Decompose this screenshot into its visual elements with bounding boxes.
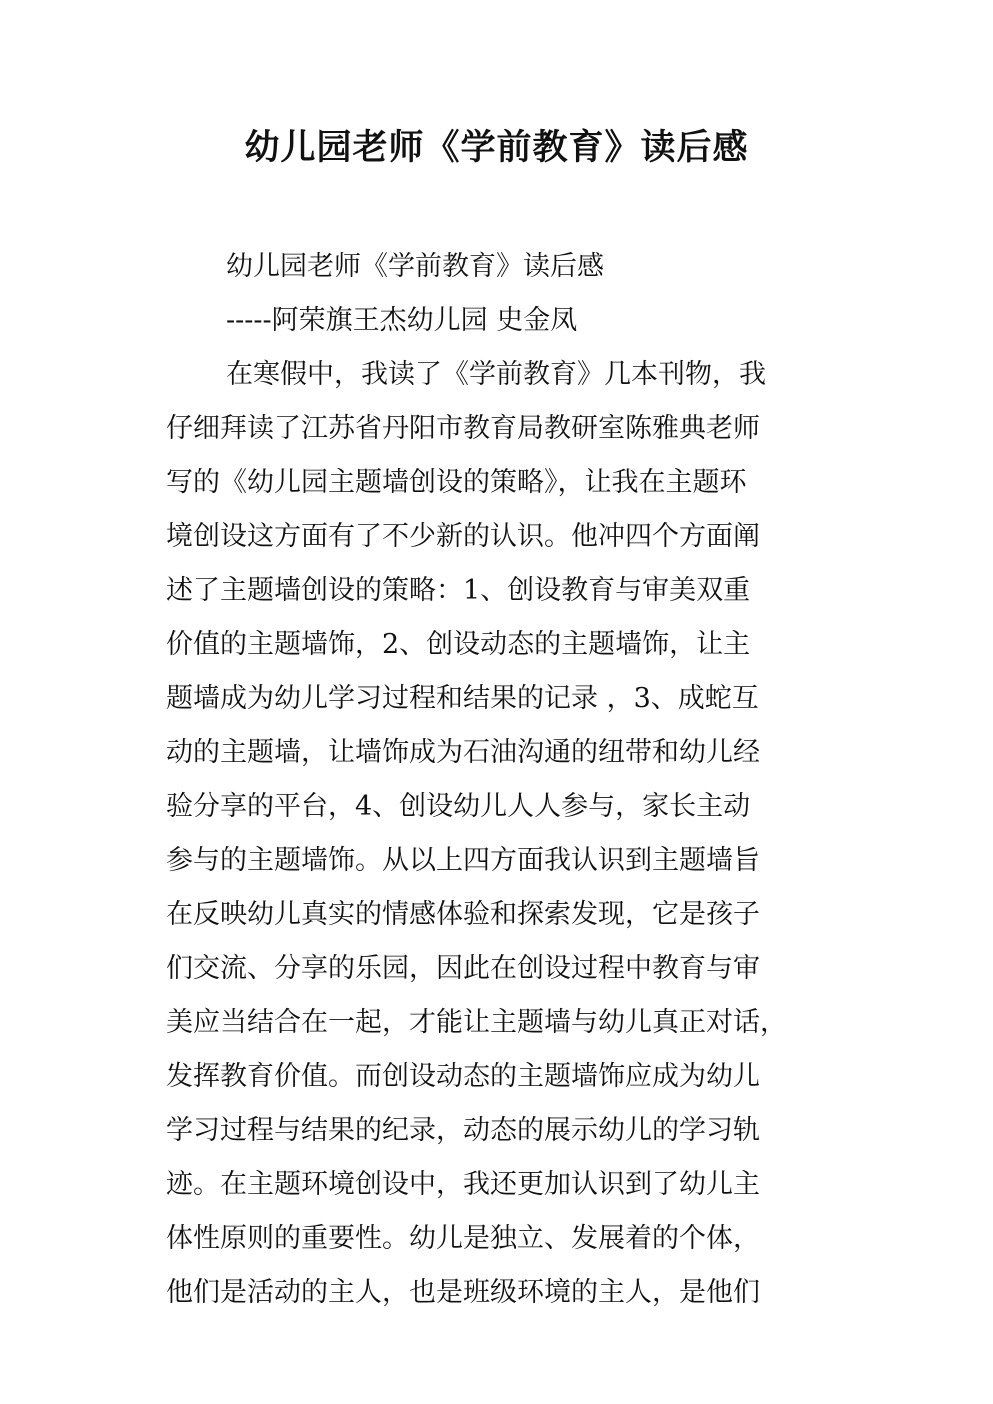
document-body xyxy=(166,240,846,1320)
paragraph-line: 验分享的平台，4、创设幼儿人人参与，家长主动 xyxy=(166,791,751,822)
paragraph-line: 美应当结合在一起，才能让主题墙与幼儿真正对话， xyxy=(166,1007,787,1038)
paragraph-line: 在寒假中，我读了《学前教育》几本刊物，我 xyxy=(226,359,766,390)
paragraph-line: 他们是活动的主人，也是班级环境的主人，是他们 xyxy=(166,1277,760,1308)
paragraph-line: 写的《幼儿园主题墙创设的策略》，让我在主题环 xyxy=(166,467,747,498)
paragraph-line: 境创设这方面有了不少新的认识。他冲四个方面阐 xyxy=(166,521,760,552)
paragraph-line: 发挥教育价值。而创设动态的主题墙饰应成为幼儿 xyxy=(166,1061,760,1092)
paragraph-line: 参与的主题墙饰。从以上四方面我认识到主题墙旨 xyxy=(166,845,760,876)
paragraph-line: 题墙成为幼儿学习过程和结果的记录 ，3、成蛇互 xyxy=(166,683,759,714)
paragraph-line: 学习过程与结果的纪录，动态的展示幼儿的学习轨 xyxy=(166,1115,760,1146)
paragraph-line: 迹。在主题环境创设中，我还更加认识到了幼儿主 xyxy=(166,1169,760,1200)
paragraph-line: 们交流、分享的乐园，因此在创设过程中教育与审 xyxy=(166,953,760,984)
author-line: -----阿荣旗王杰幼儿园 史金凤 xyxy=(226,305,578,336)
document-title: 幼儿园老师《学前教育》读后感 xyxy=(244,128,749,168)
paragraph-line: 述了主题墙创设的策略：1、创设教育与审美双重 xyxy=(166,575,751,606)
subtitle-line: 幼儿园老师《学前教育》读后感 xyxy=(226,251,604,282)
paragraph-line: 价值的主题墙饰，2、创设动态的主题墙饰，让主 xyxy=(166,629,751,660)
paragraph-line: 体性原则的重要性。幼儿是独立、发展着的个体， xyxy=(166,1223,760,1254)
paragraph-line: 仔细拜读了江苏省丹阳市教育局教研室陈雅典老师 xyxy=(166,413,760,444)
paragraph-line: 动的主题墙，让墙饰成为石油沟通的纽带和幼儿经 xyxy=(166,737,760,768)
paragraph-line: 在反映幼儿真实的情感体验和探索发现，它是孩子 xyxy=(166,899,760,930)
